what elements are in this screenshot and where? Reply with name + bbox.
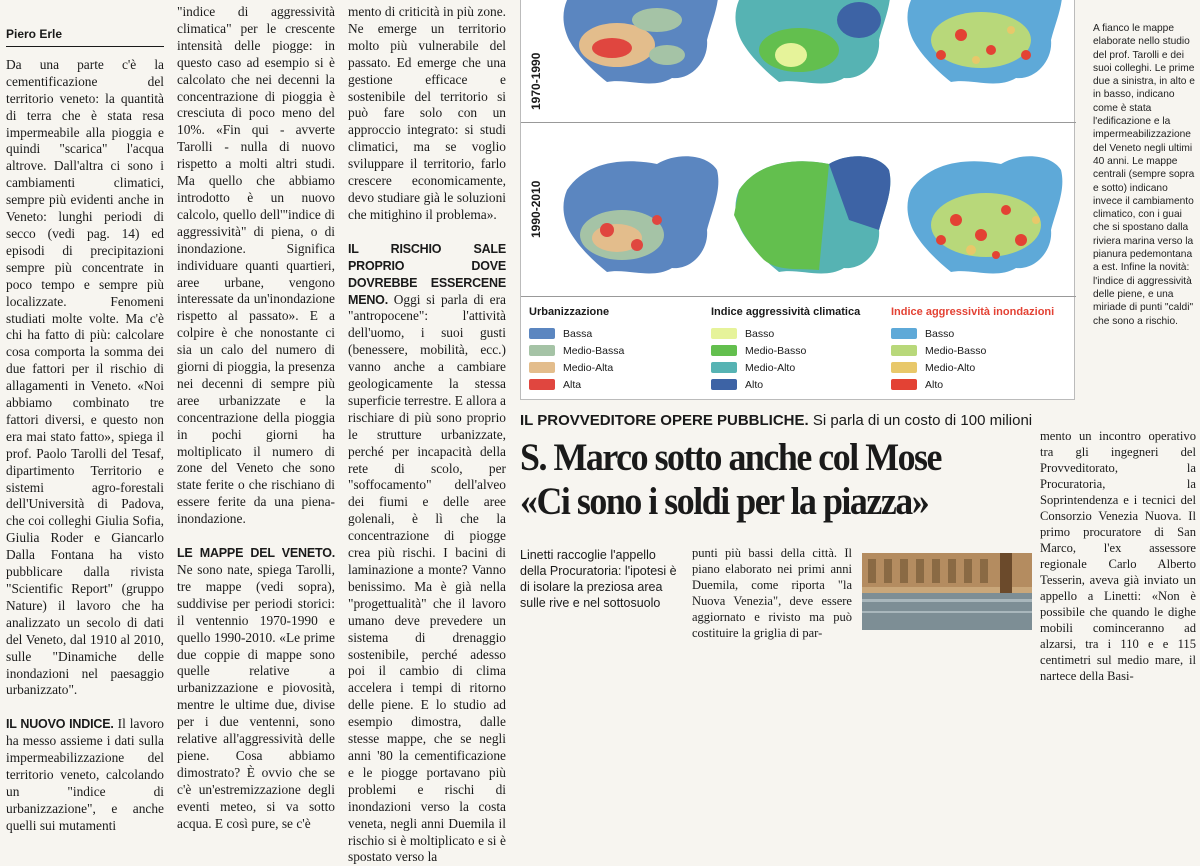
article-standfirst: Linetti raccoglie l'appello della Procuratoria: l'ipotesi è di isolare la preziosa area sulle rive e nel sottosuolo (520, 548, 677, 610)
article-column-1 (6, 26, 164, 835)
legend-inondazioni: Indice aggressività inondazioni Basso Medio-Basso Medio-Alto Alto (891, 306, 1055, 391)
row-label-1990-2010: 1990-2010 (529, 180, 543, 238)
paragraph: mento di criticità in più zone. Ne emerge un territorio molto più vulnerabile del passato. Ed emerge che una gestione efficace e sostenibile del territorio si può fare solo con un approccio integrato: si studi climatici, ma se voglio sviluppare il territorio, farlo crescere economicamente, devo studiare già le soluzioni che mitighino il problema». (348, 4, 506, 222)
article2-column-a: punti più bassi della città. Il piano elaborato nei primi anni Duemila, come riporta "la Nuova Venezia", deve essere aggiornato e rivisto ma può costituire la griglia di par- (692, 546, 852, 640)
section-lead: LE MAPPE DEL VENETO. (177, 546, 335, 561)
paragraph: Da una parte c'è la cementificazione del territorio veneto: la quantità di terra che è stata resa impermeabile alla pioggia e quindi "scarica" l'acqua altrove. Dall'altra ci sono i cambiamenti climatici, sempre più evidenti anche in Veneto: lunghi periodi di secco (vedi pag. 14) ed episodi di precipitazioni sempre più concentrate in poco tempo e sempre più localizzate. Fenomeni studiati molte volte. Ma c'è chi ha fatto di più: calcolare cosa comporta la somma dei due fattori per il rischio di allagamenti in Veneto. «Noi abbiamo combinato tre fattori diversi, e questo non era mai stato fatto», spiega il prof. Paolo Tarolli del Tesaf, dipartimento Territorio e sistemi agro-forestali dell'Università di Padova, che coi colleghi Giulia Sofia, Giulia Roder e Giancarlo Dalla Fontana ha visto pubblicare dalla rivista "Scientific Report" (gruppo Nature) il lavoro che ha analizzato un secolo di dati del Veneto, dal 1910 al 2010, sulle "Dinamiche delle inondazioni nel paesaggio urbanizzato". (6, 56, 164, 698)
paragraph: IL NUOVO INDICE. Il lavoro ha messo assieme i dati sulla impermeabilizzazione del territorio veneto, calcolando un "indice di urbanizzazione", e anche quelli sui mutamenti (6, 716, 164, 833)
section-lead: IL RISCHIO SALE PROPRIO DOVE DOVREBBE ESSERCENE MENO. (348, 241, 506, 307)
article-column-3 (348, 4, 506, 866)
map-urbanizzazione-1970 (563, 0, 718, 83)
article-headline: S. Marco sotto anche col Mose «Ci sono i soldi per la piazza» (520, 436, 942, 523)
byline: Piero Erle (6, 26, 164, 47)
map-inondazioni-1990 (907, 156, 1062, 273)
article-column-2 (177, 4, 335, 833)
section-lead: IL NUOVO INDICE. (6, 717, 114, 732)
article-rubric: IL PROVVEDITORE OPERE PUBBLICHE. Si parla di un costo di 100 milioni (520, 412, 1033, 429)
paragraph: IL RISCHIO SALE PROPRIO DOVE DOVREBBE ESSERCENE MENO. Oggi si parla di era "antropocene": l'attività dell'uomo, i suoi gusti (benessere, mobilità, ecc.) vanno anche a cambiare geologicamente la stessa superficie terrestre. E allora a rischiare di più sono proprio le strutture urbanizzate, perché per incapacità della rete di scolo, per "soffocamento" dell'alveo dei fiumi e delle aree golenali, è lì che la concentrazione di piogge crea più rischi. I bacini di laminazione a monte? Vanno benissimo. Ma è già nella "progettualità" che il lavoro umano deve prevedere un sistema di drenaggio sostenibile, perché adesso poi il cambio di clima accelera i tempi di ritorno delle piene. E lo studio ad esempio dimostra, dalle stesse mappe, che se negli anni '80 la cementificazione e le piogge portavano più problemi e rischi di inondazioni verso la costa veneta, negli anni Duemila il rischio si è moltiplicato e si è spostato verso la (348, 241, 506, 865)
map-clima-1970 (735, 0, 890, 83)
map-inondazioni-1970 (907, 0, 1062, 83)
article2-column-b: mento un incontro operativo tra gli ingegneri del Provveditorato, la Procuratoria, la Soprintendenza e i tecnici del Consorzio Venezia Nuova. Il primo procuratore di San Marco, l'ex assessore regionale Carlo Alberto Tesserin, aveva già inviato un appello a Linetti: «Non è possibile che quando le dighe mobili cominceranno ad alzarsi, tra i 110 e e 115 centimetri sul medio mare, il nartece della Basi- (1040, 429, 1196, 683)
map-grid (551, 0, 1071, 296)
paragraph: LE MAPPE DEL VENETO. Ne sono nate, spiega Tarolli, tre mappe (vedi sopra), suddivise per periodi storici: il ventennio 1970-1990 e quello 1990-2010. «Le prime due coppie di mappe sono quelle relative a urbanizzazione e piovosità, mentre le ultime due, divise per i due ventenni, sono relative all'aggressività delle piene. Cosa abbiamo dimostrato? È ovvio che se c'è un'estremizzazione degli eventi meteo, si va sotto acqua. E così pure, se c'è (177, 546, 335, 831)
map-urbanizzazione-1990 (563, 156, 718, 273)
legend-urbanizzazione: Urbanizzazione Bassa Medio-Bassa Medio-Alta Alta (529, 306, 625, 391)
row-label-1970-1990: 1970-1990 (529, 52, 543, 110)
piazza-san-marco-photo (862, 553, 1032, 630)
paragraph: "indice di aggressività climatica" per le crescente intensità delle piogge: in questo caso ad esempio si è calcolato che nei decenni la concentrazione di pioggia è cresciuta di poco meno del 10%. «Fin qui - avverte Tarolli - nulla di nuovo rispetto a molti altri studi. Ma quello che abbiamo introdotto è un nuovo calcolo, quello dell'"indice di aggressività" di piena, o di inondazione. Significa individuare quanti quartieri, aree urbane, vengono interessate da un'inondazione rispetto al passato». E a colpire è che nonostante ci sia un calo del numero di giorni di pioggia, la presenza nei decenni di sempre più aree urbanizzate e la concentrazione della pioggia in pochi giorni ha moltiplicato il numero di zone del Veneto che sono state ferite o che rischiano di essere ferite da una piena-inondazione. (177, 4, 335, 527)
veneto-maps-figure (520, 0, 1075, 400)
map-clima-1990 (734, 156, 890, 273)
map-caption: A fianco le mappe elaborate nello studio del prof. Tarolli e dei suoi colleghi. Le prime due a sinistra, in alto e in basso, indicano come è stata l'edificazione e la impermeabilizzazione del Veneto negli ultimi 40 anni. Le mappe centrali (sempre sopra e sotto) indicano invece il cambiamento climatico, con i guai che si spostano dalla riviera marina verso la pianura pedemontana a est. Infine la novità: l'indice di aggressività delle piene, e una miriade di punti "caldi" che sono a rischio. (1093, 23, 1195, 327)
legend-clima: Indice aggressività climatica Basso Medio-Basso Medio-Alto Alto (711, 306, 861, 391)
